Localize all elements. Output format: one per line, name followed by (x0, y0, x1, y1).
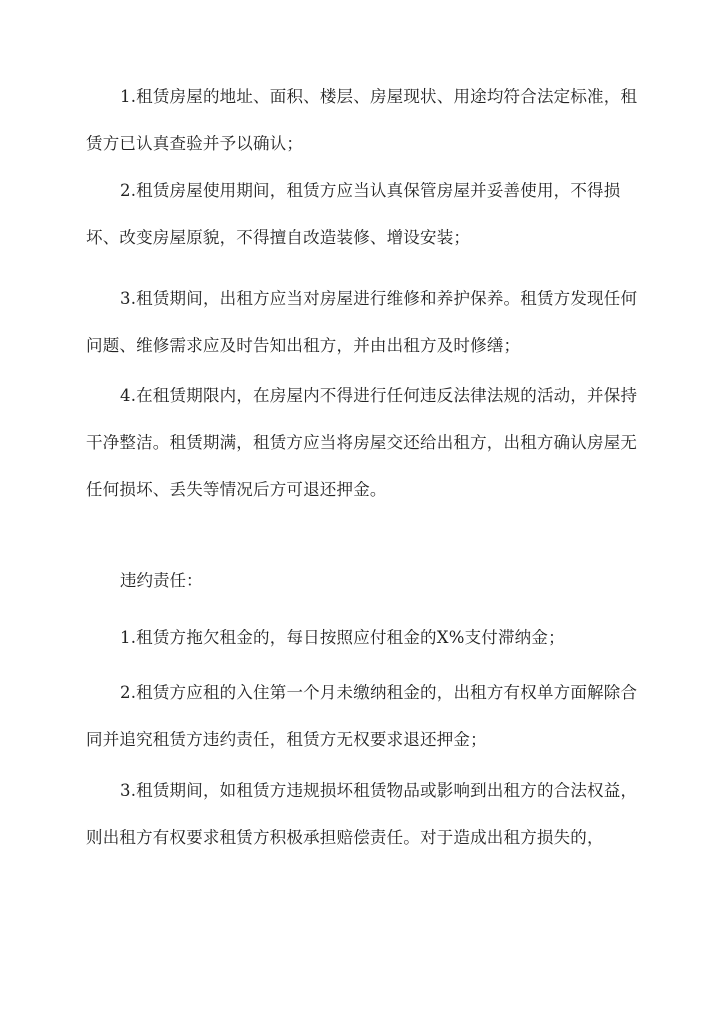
clause-1-2: 2.租赁房屋使用期间，租赁方应当认真保管房屋并妥善使用，不得损坏、改变房屋原貌，不得擅自改造装修、增设安装； (86, 181, 621, 247)
clause-1-3: 3.租赁期间，出租方应当对房屋进行维修和养护保养。租赁方发现任何问题、维修需求应及时告知出租方，并由出租方及时修缮； (86, 289, 638, 355)
breach-liability-heading: 违约责任： (120, 571, 203, 590)
clause-1-4: 4.在租赁期限内，在房屋内不得进行任何违反法律法规的活动，并保持干净整洁。租赁期满，租赁方应当将房屋交还给出租方，出租方确认房屋无任何损坏、丢失等情况后方可退还押金。 (86, 386, 638, 499)
clause-1-1: 1.租赁房屋的地址、面积、楼层、房屋现状、用途均符合法定标准，租赁方已认真查验并予以确认； (86, 87, 638, 153)
clause-2-3: 3.租赁期间，如租赁方违规损坏租赁物品或影响到出租方的合法权益，则出租方有权要求租赁方积极承担赔偿责任。对于造成出租方损失的， (86, 781, 638, 847)
clause-2-1: 1.租赁方拖欠租金的，每日按照应付租金的X%支付滞纳金； (120, 628, 565, 647)
clause-2-2: 2.租赁方应租的入住第一个月未缴纳租金的，出租方有权单方面解除合同并追究租赁方违约责任，租赁方无权要求退还押金； (86, 683, 638, 749)
